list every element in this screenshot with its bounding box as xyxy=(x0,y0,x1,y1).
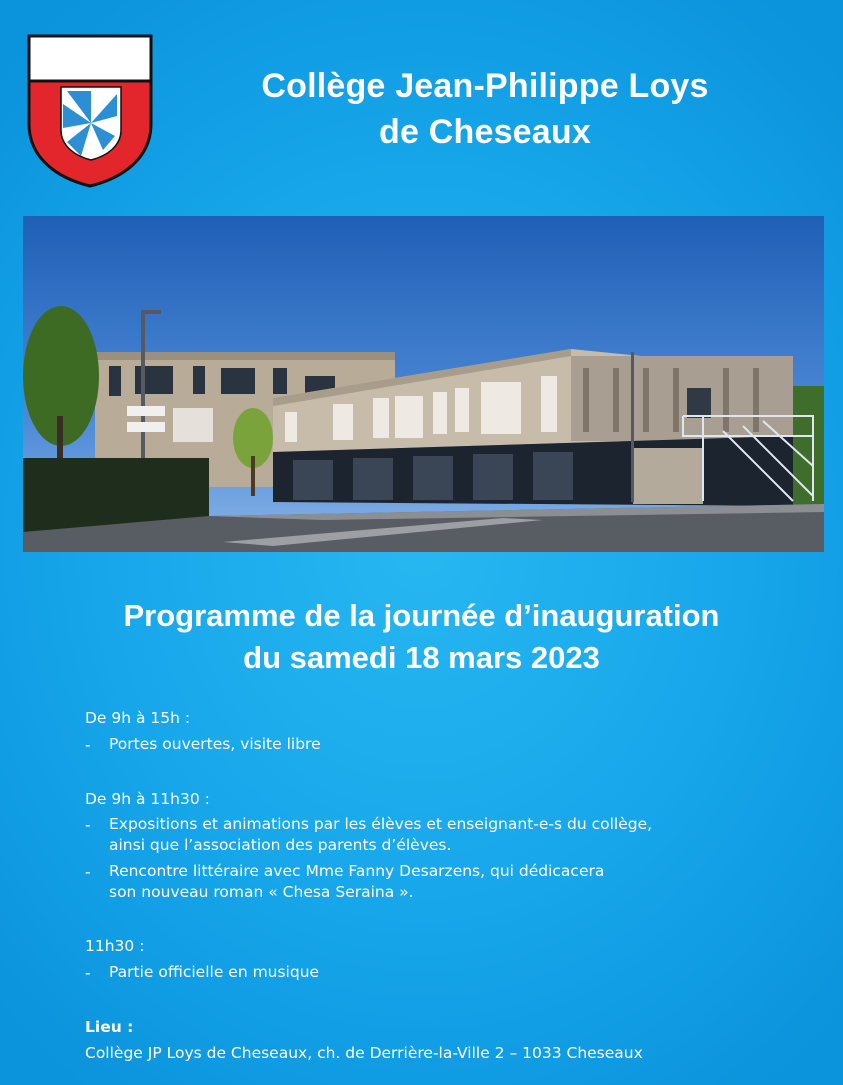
program-item-line: son nouveau roman « Chesa Seraina ». xyxy=(109,883,414,901)
program-item-line: Expositions et animations par les élèves et enseignant-e-s du collège, xyxy=(109,815,653,833)
program-title-line1: Programme de la journée d’inauguration xyxy=(123,598,720,633)
program-item xyxy=(109,734,321,755)
program-item-line: ainsi que l’association des parents d’élèves. xyxy=(109,836,452,854)
location-label: Lieu : xyxy=(85,1018,134,1036)
program-item-line: Rencontre littéraire avec Mme Fanny Desarzens, qui dédicacera xyxy=(109,862,605,880)
school-title-line2: de Cheseaux xyxy=(379,113,591,151)
section-time: De 9h à 15h : xyxy=(85,709,191,727)
school-title-line1: Collège Jean-Philippe Loys xyxy=(261,67,709,105)
bullet-dash: - xyxy=(85,816,91,834)
program-item xyxy=(109,861,604,903)
program-item-line: Partie officielle en musique xyxy=(109,963,320,981)
location-address: Collège JP Loys de Cheseaux, ch. de Derrière-la-Ville 2 – 1033 Cheseaux xyxy=(85,1044,643,1062)
program-item-line: Portes ouvertes, visite libre xyxy=(109,735,321,753)
section-time: 11h30 : xyxy=(85,937,145,955)
program-title-line2: du samedi 18 mars 2023 xyxy=(243,640,600,675)
crest-logo xyxy=(27,34,153,188)
program-item xyxy=(109,962,319,983)
bullet-dash: - xyxy=(85,863,91,881)
bullet-dash: - xyxy=(85,964,91,982)
section-time: De 9h à 11h30 : xyxy=(85,790,210,808)
bullet-dash: - xyxy=(85,736,91,754)
building-photo xyxy=(23,216,824,552)
program-item xyxy=(109,814,652,856)
